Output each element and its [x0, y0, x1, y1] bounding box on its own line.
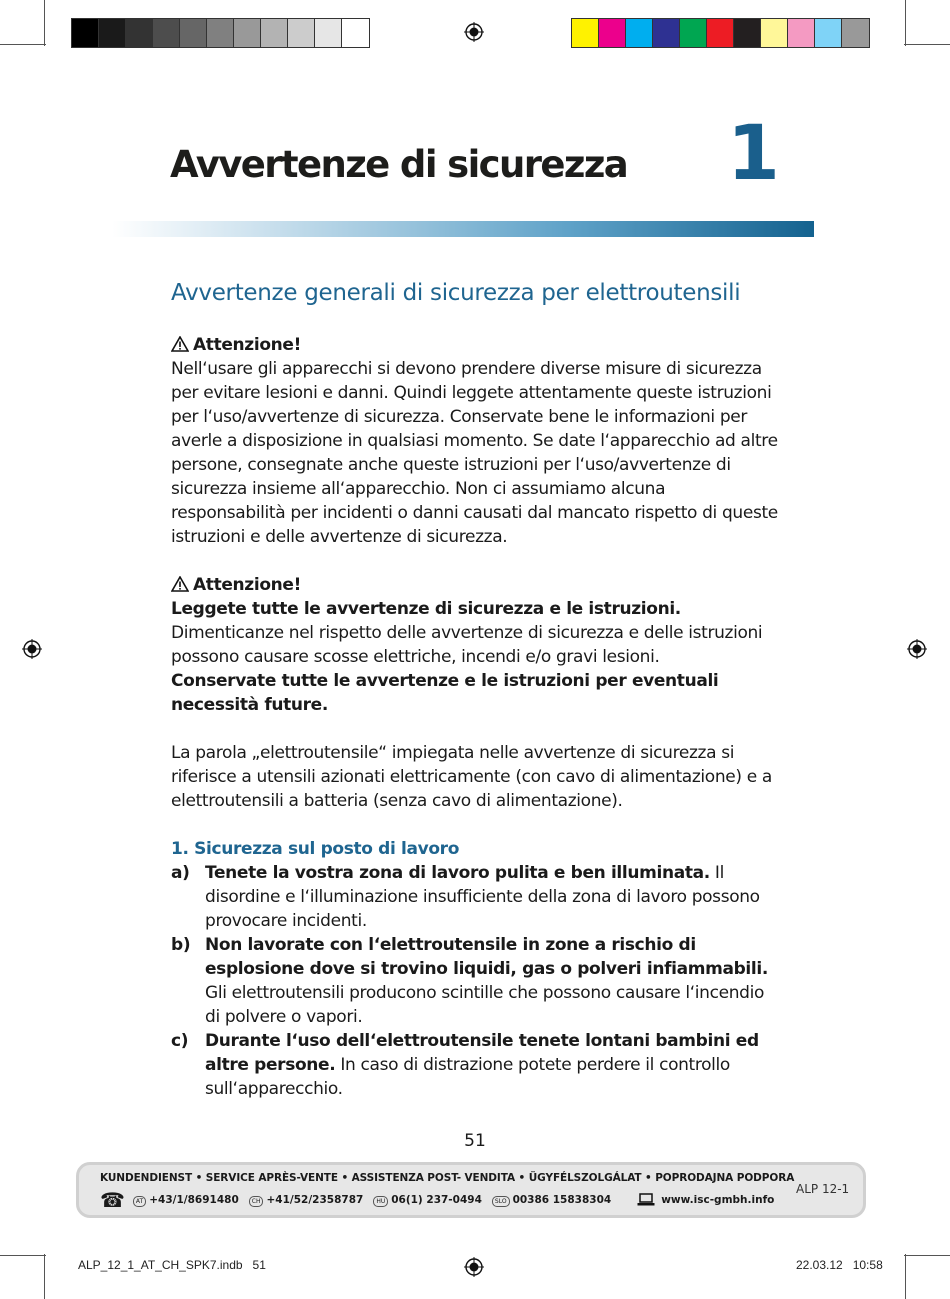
- registration-mark-icon: [464, 22, 484, 42]
- color-swatch: [315, 19, 342, 47]
- list-item-label: b): [171, 935, 191, 955]
- list-item: [171, 1029, 781, 1101]
- laptop-icon: [637, 1193, 655, 1207]
- color-swatch: [234, 19, 261, 47]
- contact-at: [133, 1194, 239, 1207]
- color-swatch: [734, 19, 761, 47]
- warning-triangle-icon: [171, 336, 189, 352]
- header-gradient-bar: [112, 221, 814, 237]
- bold-text: Conservate tutte le avvertenze e le istruzioni per eventuali necessità future.: [171, 671, 719, 715]
- print-slug-file: ALP_12_1_AT_CH_SPK7.indb 51: [78, 1258, 266, 1272]
- bold-text: Leggete tutte le avvertenze di sicurezza e le istruzioni.: [171, 599, 681, 619]
- process-color-bar: [571, 18, 870, 48]
- list-item: [171, 861, 781, 933]
- color-swatch: [815, 19, 842, 47]
- warning-label: Attenzione!: [193, 335, 301, 355]
- color-swatch: [626, 19, 653, 47]
- phone-number: 00386 15838304: [512, 1193, 612, 1206]
- subsection-title: 1. Sicurezza sul posto di lavoro: [171, 839, 460, 859]
- phone-number: +43/1/8691480: [149, 1193, 239, 1206]
- list-item-text: [205, 933, 781, 1029]
- registration-mark-icon: [22, 639, 42, 659]
- color-swatch: [572, 19, 599, 47]
- page-number: 51: [464, 1131, 486, 1151]
- color-swatch: [680, 19, 707, 47]
- paragraph: Nell‘usare gli apparecchi si devono prendere diverse misure di sicurezza per evitare lesioni e danni. Quindi leggete attentamente queste istruzioni per l‘uso/avvertenze di sicurezza. Conservate bene le informazioni per averle a disposizione in qualsiasi momento. Se date l‘apparecchio ad altre persone, consegnate anche queste istruzioni per l‘uso/avvertenze di sicurezza insieme all‘apparecchio. Non ci assumiamo alcuna responsabilità per incidenti o danni causati dal mancato rispetto di queste istruzioni e delle avvertenze di sicurezza.: [171, 359, 778, 547]
- chapter-number: 1: [727, 108, 778, 197]
- service-footer-box: [76, 1162, 866, 1218]
- crop-mark: [904, 1255, 950, 1256]
- crop-mark: [0, 1255, 46, 1256]
- color-swatch: [842, 19, 869, 47]
- country-code: AT: [133, 1196, 146, 1207]
- body-text: Il disordine e l‘illuminazione insufficiente della zona di lavoro possono provocare incidenti.: [205, 863, 760, 931]
- list-item-text: [205, 1029, 781, 1101]
- body-text: Dimenticanze nel rispetto delle avvertenze di sicurezza e delle istruzioni possono causare scosse elettriche, incendi e/o gravi lesioni.: [171, 623, 763, 667]
- contact-ch: [249, 1194, 364, 1207]
- color-swatch: [153, 19, 180, 47]
- bold-text: Tenete la vostra zona di lavoro pulita e ben illuminata.: [205, 863, 710, 883]
- list-item-label: c): [171, 1031, 189, 1051]
- color-swatch: [707, 19, 734, 47]
- footer-services-line: KUNDENDIENST • SERVICE APRÈS-VENTE • ASSISTENZA POST- VENDITA • ÜGYFÉLSZOLGÁLAT • POPRODAJNA PODPORA: [100, 1172, 795, 1184]
- color-swatch: [788, 19, 815, 47]
- paragraph: [171, 597, 781, 669]
- grayscale-color-bar: [71, 18, 370, 48]
- crop-mark: [0, 44, 46, 45]
- contact-hu: [373, 1194, 482, 1207]
- crop-mark: [905, 0, 906, 46]
- body-text: Gli elettroutensili producono scintille che possono causare l‘incendio di polvere o vapori.: [205, 983, 764, 1027]
- crop-mark: [44, 0, 45, 46]
- color-swatch: [180, 19, 207, 47]
- list-item-label: a): [171, 863, 190, 883]
- warning-heading: [171, 573, 781, 597]
- section-title: Avvertenze generali di sicurezza per elettroutensili: [171, 280, 741, 306]
- country-code: CH: [249, 1196, 264, 1207]
- body-text: In caso di distrazione potete perdere il controllo sull‘apparecchio.: [205, 1055, 730, 1099]
- registration-mark-icon: [464, 1257, 484, 1277]
- color-swatch: [599, 19, 626, 47]
- chapter-title: Avvertenze di sicurezza: [170, 143, 628, 186]
- crop-mark: [44, 1254, 45, 1299]
- list-item-text: [205, 861, 781, 933]
- paragraph: La parola „elettroutensile“ impiegata nelle avvertenze di sicurezza si riferisce a utensili azionati elettricamente (con cavo di alimentazione) e a elettroutensili a batteria (senza cavo di alimentazione).: [171, 743, 772, 811]
- color-swatch: [288, 19, 315, 47]
- crop-mark: [904, 44, 950, 45]
- website-link[interactable]: www.isc-gmbh.info: [661, 1194, 775, 1206]
- warning-heading: [171, 333, 781, 357]
- bold-text: Non lavorate con l‘elettroutensile in zone a rischio di esplosione dove si trovino liquidi, gas o polveri infiammabili.: [205, 935, 768, 979]
- model-number: ALP 12-1: [796, 1182, 850, 1196]
- warning-label: Attenzione!: [193, 575, 301, 595]
- registration-mark-icon: [907, 639, 927, 659]
- color-swatch: [126, 19, 153, 47]
- color-swatch: [99, 19, 126, 47]
- country-code: HU: [373, 1196, 388, 1207]
- bold-text: Durante l‘uso dell‘elettroutensile tenete lontani bambini ed altre persone.: [205, 1031, 759, 1075]
- phone-number: 06(1) 237-0494: [391, 1193, 482, 1206]
- body-content: [171, 333, 781, 1101]
- list-item: [171, 933, 781, 1029]
- phone-number: +41/52/2358787: [266, 1193, 364, 1206]
- print-slug-datetime: 22.03.12 10:58: [796, 1258, 883, 1272]
- footer-contacts: [100, 1188, 775, 1212]
- country-code: SLO: [492, 1196, 510, 1207]
- color-swatch: [207, 19, 234, 47]
- color-swatch: [342, 19, 369, 47]
- color-swatch: [761, 19, 788, 47]
- color-swatch: [261, 19, 288, 47]
- paragraph: [171, 669, 781, 717]
- telephone-icon: ☎: [100, 1188, 125, 1212]
- color-swatch: [653, 19, 680, 47]
- color-swatch: [72, 19, 99, 47]
- warning-triangle-icon: [171, 576, 189, 592]
- crop-mark: [905, 1254, 906, 1299]
- contact-slo: [492, 1194, 611, 1207]
